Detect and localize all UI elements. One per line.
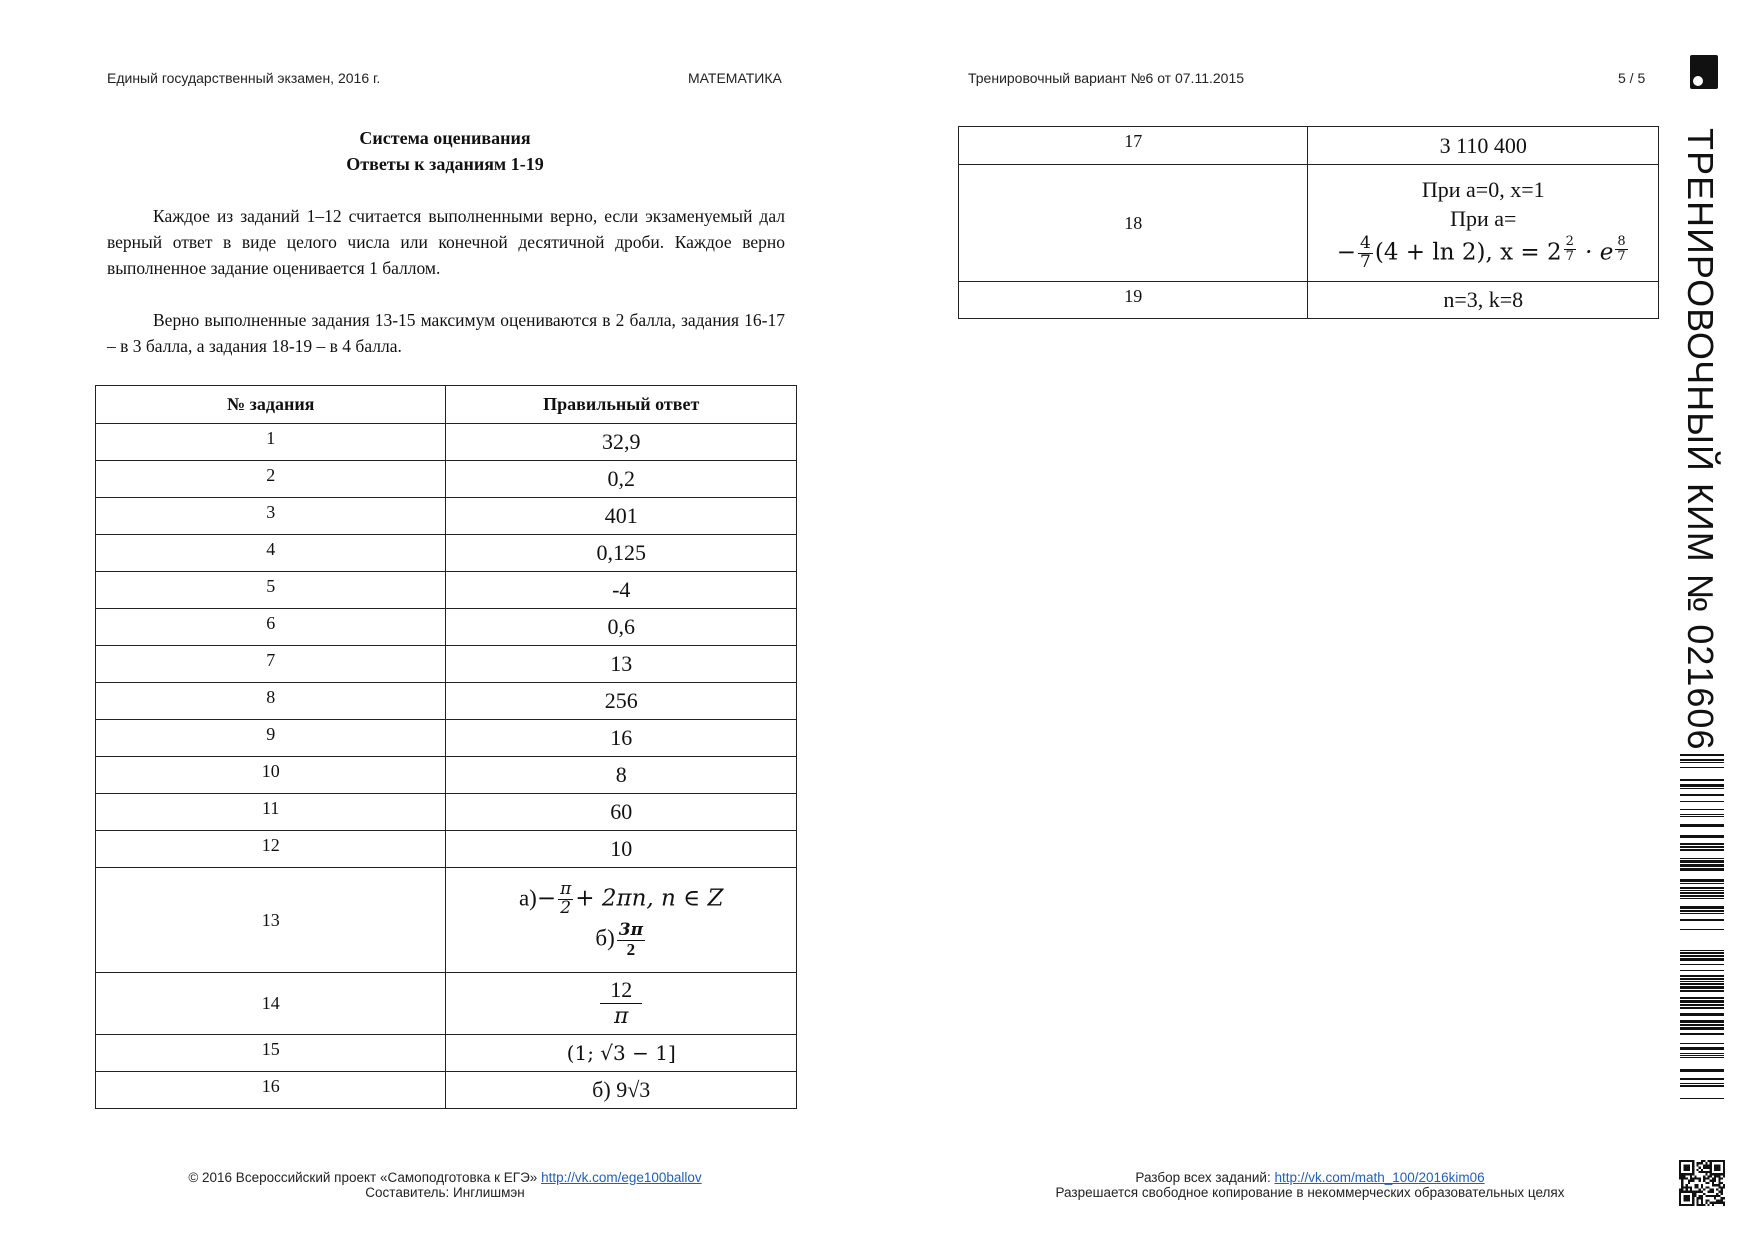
fraction-denominator: 7 xyxy=(1617,248,1626,264)
table-header-row xyxy=(96,386,797,424)
table-row xyxy=(96,757,797,794)
footer-copyright: © 2016 Всероссийский проект «Самоподготовка к ЕГЭ» xyxy=(188,1170,538,1185)
header-page-number: 5 / 5 xyxy=(1618,70,1646,86)
table-row xyxy=(96,683,797,720)
table-row-19 xyxy=(959,282,1659,319)
answer-value: 0,2 xyxy=(446,461,797,498)
table-row-14 xyxy=(96,973,797,1035)
qr-code-icon xyxy=(1679,1160,1725,1206)
fraction-denominator: 2 xyxy=(560,898,572,919)
footer-copyright-line xyxy=(110,1170,780,1185)
fraction-numerator: π xyxy=(560,879,572,900)
minus-sign: − xyxy=(1336,239,1357,265)
answer-value: -4 xyxy=(446,572,797,609)
task-number: 10 xyxy=(96,757,446,794)
column-header-answer: Правильный ответ xyxy=(446,386,797,424)
table-row xyxy=(96,535,797,572)
answer-16: б) 9√3 xyxy=(446,1072,797,1109)
task-number: 15 xyxy=(96,1035,446,1072)
part-a-label: а) xyxy=(518,885,537,911)
task-number: 19 xyxy=(959,282,1308,319)
table-row-18 xyxy=(959,165,1659,282)
answer-value: 0,125 xyxy=(446,535,797,572)
answer-value: 60 xyxy=(446,794,797,831)
task-number: 13 xyxy=(96,868,446,973)
table-row xyxy=(96,572,797,609)
task-number: 1 xyxy=(96,424,446,461)
footer-right xyxy=(990,1170,1630,1200)
pi-over-2-fraction xyxy=(558,881,573,918)
formula-middle: (4 + ln 2), x = 2 xyxy=(1374,239,1562,265)
answer-value: 0,6 xyxy=(446,609,797,646)
task-number: 2 xyxy=(96,461,446,498)
answer-18-line-1: При а=0, х=1 xyxy=(1421,176,1545,202)
answer-value: 13 xyxy=(446,646,797,683)
answer-18-line-2: При а= xyxy=(1450,205,1517,231)
answer-value: 16 xyxy=(446,720,797,757)
table-row xyxy=(96,461,797,498)
fraction-denominator: 7 xyxy=(1360,251,1371,272)
answer-15: (1; √3 − 1] xyxy=(446,1035,797,1072)
task-number: 5 xyxy=(96,572,446,609)
task-number: 18 xyxy=(959,165,1308,282)
barcode-icon xyxy=(1680,754,1724,1102)
fraction-numerator: 3π xyxy=(618,920,644,940)
footer-link-ege100ballov[interactable]: http://vk.com/ege100ballov xyxy=(541,1170,702,1185)
table-row-16 xyxy=(96,1072,797,1109)
footer-license: Разрешается свободное копирование в некоммерческих образовательных целях xyxy=(1055,1185,1565,1200)
answer-value: 401 xyxy=(446,498,797,535)
task-number: 12 xyxy=(96,831,446,868)
table-row-13 xyxy=(96,868,797,973)
part-a-tail: + 2πn, n ∈ Z xyxy=(575,885,724,912)
fraction-numerator: 2 xyxy=(1565,234,1574,249)
task-number: 17 xyxy=(959,127,1308,165)
answer-value: 8 xyxy=(446,757,797,794)
table-row xyxy=(96,424,797,461)
fraction-denominator: π xyxy=(613,1004,629,1029)
table-row xyxy=(96,609,797,646)
answer-value: 32,9 xyxy=(446,424,797,461)
table-row xyxy=(96,646,797,683)
fraction-numerator: 8 xyxy=(1617,234,1626,249)
header-subject: МАТЕМАТИКА xyxy=(688,70,782,86)
footer-left xyxy=(110,1170,780,1200)
task-number: 8 xyxy=(96,683,446,720)
simple-rows xyxy=(96,424,797,868)
formula-e: · e xyxy=(1577,239,1614,265)
answer-19: n=3, k=8 xyxy=(1308,282,1659,319)
fraction-numerator: 4 xyxy=(1360,232,1371,253)
footer-link-math100[interactable]: http://vk.com/math_100/2016kim06 xyxy=(1274,1170,1485,1185)
fraction-numerator: 12 xyxy=(600,977,642,1004)
answer-17: 3 110 400 xyxy=(1308,127,1659,165)
scoring-paragraph-2: Верно выполненные задания 13-15 максимум оцениваются в 2 балла, задания 16-17 – в 3 балла, а задания 18-19 – в 4 балла. xyxy=(107,310,785,356)
task-number: 3 xyxy=(96,498,446,535)
answer-13 xyxy=(446,868,797,973)
answer-value: 10 xyxy=(446,831,797,868)
part-b-label: б) xyxy=(595,925,615,951)
column-header-task: № задания xyxy=(96,386,446,424)
answers-table xyxy=(95,385,797,1109)
corner-marker-icon xyxy=(1690,55,1718,89)
answers-table-continued xyxy=(958,126,1659,319)
answer-13-part-b xyxy=(446,922,796,959)
section-subtitle: Ответы к заданиям 1-19 xyxy=(346,154,544,174)
table-row-17 xyxy=(959,127,1659,165)
answer-14 xyxy=(446,973,797,1035)
answer-value: 256 xyxy=(446,683,797,720)
answer-18-formula xyxy=(1308,232,1658,272)
scoring-paragraph-1: Каждое из заданий 1–12 считается выполненными верно, если экзаменуемый дал верный ответ в виде целого числа или конечной десятичной дроби. Каждое верно выполненное задание оценивается 1 баллом. xyxy=(107,206,785,278)
table-row-15 xyxy=(96,1035,797,1072)
task-number: 16 xyxy=(96,1072,446,1109)
minus-sign: − xyxy=(536,885,557,912)
footer-analysis-line xyxy=(990,1170,1630,1185)
table-row xyxy=(96,794,797,831)
section-title: Система оценивания xyxy=(359,128,531,148)
fraction-denominator: 2 xyxy=(626,939,636,959)
task-number: 6 xyxy=(96,609,446,646)
task-number: 14 xyxy=(96,973,446,1035)
task-number: 11 xyxy=(96,794,446,831)
answer-13-part-a xyxy=(446,881,796,918)
vertical-kim-title-text: ТРЕНИРОВОЧНЫЙ КИМ № 021606 xyxy=(1680,128,1721,751)
header-variant: Тренировочный вариант №6 от 07.11.2015 xyxy=(968,70,1245,86)
answer-18 xyxy=(1308,165,1659,282)
task-number: 9 xyxy=(96,720,446,757)
table-row xyxy=(96,498,797,535)
footer-author: Составитель: Инглишмэн xyxy=(365,1185,525,1200)
table-row xyxy=(96,720,797,757)
twelve-over-pi-fraction xyxy=(600,977,642,1031)
four-sevenths-fraction xyxy=(1358,232,1373,272)
fraction-denominator: 7 xyxy=(1565,248,1574,264)
task-number: 4 xyxy=(96,535,446,572)
header-exam: Единый государственный экзамен, 2016 г. xyxy=(107,70,381,86)
footer-analysis: Разбор всех заданий: xyxy=(1135,1170,1271,1185)
task-number: 7 xyxy=(96,646,446,683)
table-row xyxy=(96,831,797,868)
exponent-two-sevenths xyxy=(1564,235,1576,263)
three-pi-over-2-fraction xyxy=(617,922,645,959)
exponent-eight-sevenths xyxy=(1615,235,1627,263)
